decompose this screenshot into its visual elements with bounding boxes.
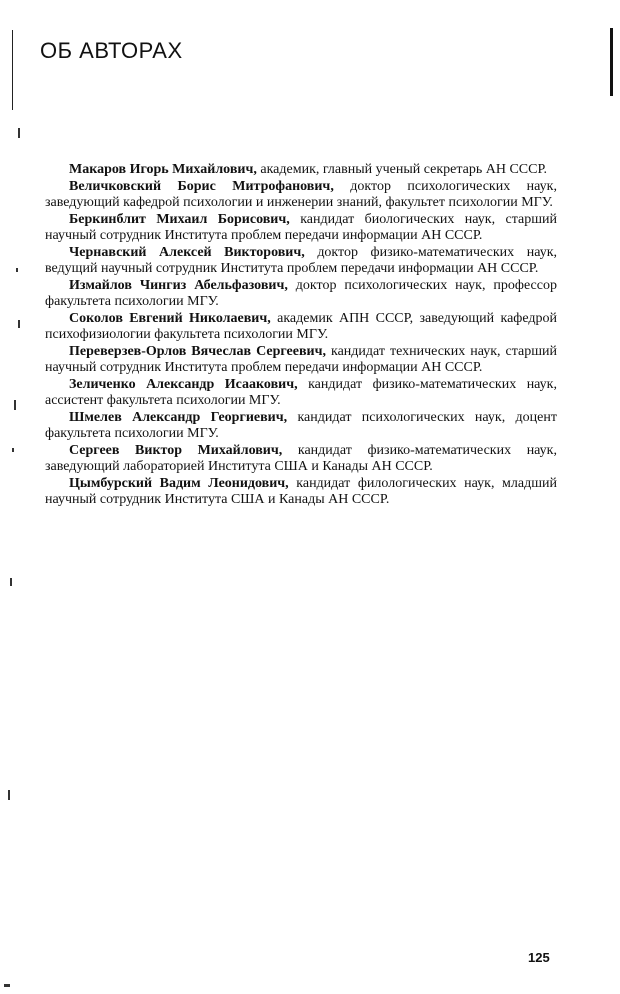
author-description: кандидат биологических наук, старший научный сотрудник Института проблем передачи информации АН СССР. <box>45 212 557 243</box>
author-name: Соколов Евгений Николаевич, <box>69 311 271 326</box>
author-name: Цымбурский Вадим Леонидович, <box>69 476 289 491</box>
author-name: Макаров Игорь Михайлович, <box>69 162 257 177</box>
author-entry <box>45 212 557 244</box>
scan-artifact-mark <box>8 790 10 800</box>
author-name: Шмелев Александр Георгиевич, <box>69 410 288 425</box>
scan-artifact-mark <box>12 448 14 452</box>
author-description: кандидат психологических наук, доцент факультета психологии МГУ. <box>45 410 557 441</box>
author-entry <box>45 476 557 508</box>
author-description: кандидат физико-математических наук, ассистент факультета психологии МГУ. <box>45 377 557 408</box>
page-title: ОБ АВТОРАХ <box>40 38 183 63</box>
author-description: доктор психологических наук, заведующий кафедрой психологии и инженерии знаний, факультет психологии МГУ. <box>45 179 557 210</box>
scan-artifact-left-line <box>12 30 13 110</box>
author-name: Переверзев-Орлов Вячеслав Сергеевич, <box>69 344 326 359</box>
author-description: академик АПН СССР, заведующий кафедрой психофизиологии факультета психологии МГУ. <box>45 311 558 342</box>
scan-artifact-mark <box>10 578 12 586</box>
author-entry <box>45 278 557 310</box>
scan-artifact-right-bar <box>610 28 613 96</box>
author-list <box>45 162 557 509</box>
author-entry <box>45 410 557 442</box>
author-name: Сергеев Виктор Михайлович, <box>69 443 283 458</box>
author-name: Зеличенко Александр Исаакович, <box>69 377 298 392</box>
author-description: доктор психологических наук, профессор факультета психологии МГУ. <box>45 278 557 309</box>
author-entry <box>45 443 557 475</box>
author-name: Беркинблит Михаил Борисович, <box>69 212 290 227</box>
scan-artifact-mark <box>18 320 20 328</box>
page-number: 125 <box>528 950 550 965</box>
scan-artifact-mark <box>4 984 10 987</box>
author-description: академик, главный ученый секретарь АН СССР. <box>256 162 548 177</box>
author-name: Чернавский Алексей Викторович, <box>69 245 305 260</box>
scan-artifact-mark <box>18 128 20 138</box>
scan-artifact-mark <box>14 400 16 410</box>
author-description: кандидат филологических наук, младший научный сотрудник Института США и Канады АН СССР. <box>45 476 557 507</box>
author-entry <box>45 377 557 409</box>
author-name: Измайлов Чингиз Абельфазович, <box>69 278 288 293</box>
author-description: кандидат физико-математических наук, заведующий лабораторией Института США и Канады АН СССР. <box>45 443 557 474</box>
author-entry <box>45 344 557 376</box>
author-entry <box>45 245 557 277</box>
author-description: кандидат технических наук, старший научный сотрудник Института проблем передачи информации АН СССР. <box>45 344 557 375</box>
author-entry <box>45 179 557 211</box>
author-entry <box>45 311 557 343</box>
author-description: доктор физико-математических наук, ведущий научный сотрудник Института проблем передачи информации АН СССР. <box>45 245 557 276</box>
scan-artifact-mark <box>16 268 18 272</box>
author-entry <box>45 162 557 178</box>
author-name: Величковский Борис Митрофанович, <box>69 179 334 194</box>
